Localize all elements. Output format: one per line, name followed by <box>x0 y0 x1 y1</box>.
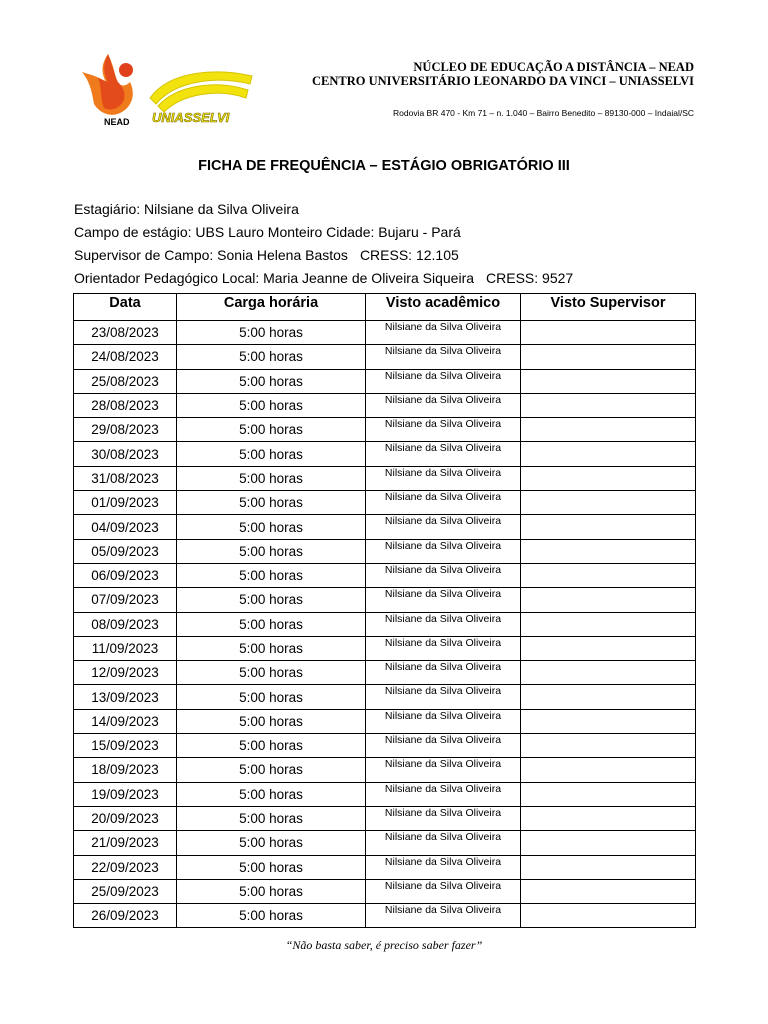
hours-cell: 5:00 horas <box>177 685 366 709</box>
visto-supervisor-cell <box>521 393 696 417</box>
table-row <box>74 879 696 903</box>
hours-cell: 5:00 horas <box>177 588 366 612</box>
visto-supervisor-cell <box>521 321 696 345</box>
hours-cell: 5:00 horas <box>177 563 366 587</box>
visto-academico-cell: Nilsiane da Silva Oliveira <box>366 442 521 466</box>
date-cell: 25/08/2023 <box>74 369 177 393</box>
visto-supervisor-cell <box>521 345 696 369</box>
date-cell: 18/09/2023 <box>74 758 177 782</box>
info-supervisor-line <box>74 247 459 263</box>
visto-supervisor-cell <box>521 685 696 709</box>
date-cell: 21/09/2023 <box>74 831 177 855</box>
hours-cell: 5:00 horas <box>177 393 366 417</box>
hours-cell: 5:00 horas <box>177 491 366 515</box>
visto-academico-cell: Nilsiane da Silva Oliveira <box>366 806 521 830</box>
info-campo: Campo de estágio: UBS Lauro Monteiro Cidade: Bujaru - Pará <box>74 224 461 240</box>
visto-supervisor-cell <box>521 904 696 928</box>
table-row <box>74 515 696 539</box>
table-row <box>74 588 696 612</box>
table-row <box>74 831 696 855</box>
visto-academico-cell: Nilsiane da Silva Oliveira <box>366 879 521 903</box>
visto-academico-cell: Nilsiane da Silva Oliveira <box>366 831 521 855</box>
visto-academico-cell: Nilsiane da Silva Oliveira <box>366 345 521 369</box>
table-row <box>74 442 696 466</box>
table-row <box>74 758 696 782</box>
visto-academico-cell: Nilsiane da Silva Oliveira <box>366 661 521 685</box>
visto-academico-cell: Nilsiane da Silva Oliveira <box>366 491 521 515</box>
info-orientador-line <box>74 270 573 286</box>
hours-cell: 5:00 horas <box>177 636 366 660</box>
info-estagiario: Estagiário: Nilsiane da Silva Oliveira <box>74 201 299 217</box>
visto-supervisor-cell <box>521 418 696 442</box>
visto-supervisor-cell <box>521 588 696 612</box>
hours-cell: 5:00 horas <box>177 855 366 879</box>
date-cell: 14/09/2023 <box>74 709 177 733</box>
hours-cell: 5:00 horas <box>177 709 366 733</box>
date-cell: 05/09/2023 <box>74 539 177 563</box>
document-title: FICHA DE FREQUÊNCIA – ESTÁGIO OBRIGATÓRIO III <box>198 158 570 174</box>
date-cell: 07/09/2023 <box>74 588 177 612</box>
visto-academico-cell: Nilsiane da Silva Oliveira <box>366 904 521 928</box>
table-row <box>74 466 696 490</box>
uniasselvi-logo-text: UNIASSELVI <box>152 110 230 125</box>
table-row <box>74 418 696 442</box>
visto-supervisor-cell <box>521 709 696 733</box>
visto-supervisor-cell <box>521 612 696 636</box>
visto-academico-cell: Nilsiane da Silva Oliveira <box>366 321 521 345</box>
hours-cell: 5:00 horas <box>177 466 366 490</box>
header-uniasselvi: CENTRO UNIVERSITÁRIO LEONARDO DA VINCI – UNIASSELVI <box>311 74 694 88</box>
visto-supervisor-cell <box>521 442 696 466</box>
header-visto-supervisor: Visto Supervisor <box>521 294 696 321</box>
visto-academico-cell: Nilsiane da Silva Oliveira <box>366 685 521 709</box>
hours-cell: 5:00 horas <box>177 879 366 903</box>
date-cell: 22/09/2023 <box>74 855 177 879</box>
hours-cell: 5:00 horas <box>177 418 366 442</box>
header-data: Data <box>74 294 177 321</box>
visto-academico-cell: Nilsiane da Silva Oliveira <box>366 709 521 733</box>
hours-cell: 5:00 horas <box>177 612 366 636</box>
visto-academico-cell: Nilsiane da Silva Oliveira <box>366 588 521 612</box>
visto-academico-cell: Nilsiane da Silva Oliveira <box>366 539 521 563</box>
date-cell: 26/09/2023 <box>74 904 177 928</box>
date-cell: 30/08/2023 <box>74 442 177 466</box>
header-address: Rodovia BR 470 - Km 71 – n. 1.040 – Bairro Benedito – 89130-000 – Indaial/SC <box>393 108 694 118</box>
info-orientador-cress: CRESS: 9527 <box>486 270 574 286</box>
visto-academico-cell: Nilsiane da Silva Oliveira <box>366 515 521 539</box>
table-row <box>74 661 696 685</box>
hours-cell: 5:00 horas <box>177 515 366 539</box>
date-cell: 23/08/2023 <box>74 321 177 345</box>
visto-supervisor-cell <box>521 806 696 830</box>
visto-supervisor-cell <box>521 758 696 782</box>
visto-academico-cell: Nilsiane da Silva Oliveira <box>366 734 521 758</box>
table-row <box>74 709 696 733</box>
date-cell: 06/09/2023 <box>74 563 177 587</box>
table-row <box>74 612 696 636</box>
nead-logo <box>78 52 144 128</box>
header-carga-horaria: Carga horária <box>177 294 366 321</box>
table-row <box>74 855 696 879</box>
visto-academico-cell: Nilsiane da Silva Oliveira <box>366 782 521 806</box>
hours-cell: 5:00 horas <box>177 442 366 466</box>
info-orientador: Orientador Pedagógico Local: Maria Jeanne de Oliveira Siqueira <box>74 270 475 286</box>
table-row <box>74 904 696 928</box>
visto-supervisor-cell <box>521 782 696 806</box>
visto-supervisor-cell <box>521 855 696 879</box>
visto-supervisor-cell <box>521 734 696 758</box>
table-row <box>74 393 696 417</box>
visto-academico-cell: Nilsiane da Silva Oliveira <box>366 418 521 442</box>
date-cell: 12/09/2023 <box>74 661 177 685</box>
footer-motto: “Não basta saber, é preciso saber fazer” <box>285 938 483 952</box>
date-cell: 20/09/2023 <box>74 806 177 830</box>
visto-supervisor-cell <box>521 661 696 685</box>
hours-cell: 5:00 horas <box>177 831 366 855</box>
table-row <box>74 491 696 515</box>
hours-cell: 5:00 horas <box>177 734 366 758</box>
date-cell: 13/09/2023 <box>74 685 177 709</box>
info-supervisor-cress: CRESS: 12.105 <box>359 247 459 263</box>
date-cell: 04/09/2023 <box>74 515 177 539</box>
table-row <box>74 685 696 709</box>
date-cell: 08/09/2023 <box>74 612 177 636</box>
hours-cell: 5:00 horas <box>177 806 366 830</box>
header-nead: NÚCLEO DE EDUCAÇÃO A DISTÂNCIA – NEAD <box>413 60 694 74</box>
hours-cell: 5:00 horas <box>177 661 366 685</box>
table-row <box>74 636 696 660</box>
visto-academico-cell: Nilsiane da Silva Oliveira <box>366 636 521 660</box>
date-cell: 11/09/2023 <box>74 636 177 660</box>
visto-academico-cell: Nilsiane da Silva Oliveira <box>366 369 521 393</box>
visto-supervisor-cell <box>521 515 696 539</box>
hours-cell: 5:00 horas <box>177 345 366 369</box>
table-row <box>74 321 696 345</box>
visto-supervisor-cell <box>521 539 696 563</box>
nead-logo-text: NEAD <box>104 117 130 127</box>
visto-supervisor-cell <box>521 636 696 660</box>
table-row <box>74 369 696 393</box>
date-cell: 25/09/2023 <box>74 879 177 903</box>
info-supervisor: Supervisor de Campo: Sonia Helena Bastos <box>74 247 348 263</box>
date-cell: 01/09/2023 <box>74 491 177 515</box>
visto-supervisor-cell <box>521 563 696 587</box>
visto-academico-cell: Nilsiane da Silva Oliveira <box>366 466 521 490</box>
table-header-row <box>74 294 696 321</box>
hours-cell: 5:00 horas <box>177 539 366 563</box>
uniasselvi-logo <box>148 64 254 126</box>
table-row <box>74 539 696 563</box>
hours-cell: 5:00 horas <box>177 782 366 806</box>
date-cell: 24/08/2023 <box>74 345 177 369</box>
visto-academico-cell: Nilsiane da Silva Oliveira <box>366 612 521 636</box>
frequency-table <box>73 293 696 928</box>
visto-supervisor-cell <box>521 369 696 393</box>
visto-supervisor-cell <box>521 879 696 903</box>
table-row <box>74 563 696 587</box>
visto-academico-cell: Nilsiane da Silva Oliveira <box>366 758 521 782</box>
visto-academico-cell: Nilsiane da Silva Oliveira <box>366 855 521 879</box>
date-cell: 31/08/2023 <box>74 466 177 490</box>
table-row <box>74 734 696 758</box>
date-cell: 29/08/2023 <box>74 418 177 442</box>
date-cell: 15/09/2023 <box>74 734 177 758</box>
visto-academico-cell: Nilsiane da Silva Oliveira <box>366 563 521 587</box>
date-cell: 28/08/2023 <box>74 393 177 417</box>
date-cell: 19/09/2023 <box>74 782 177 806</box>
visto-supervisor-cell <box>521 831 696 855</box>
hours-cell: 5:00 horas <box>177 758 366 782</box>
hours-cell: 5:00 horas <box>177 904 366 928</box>
table-row <box>74 806 696 830</box>
hours-cell: 5:00 horas <box>177 321 366 345</box>
visto-academico-cell: Nilsiane da Silva Oliveira <box>366 393 521 417</box>
visto-supervisor-cell <box>521 466 696 490</box>
hours-cell: 5:00 horas <box>177 369 366 393</box>
table-row <box>74 345 696 369</box>
header-visto-academico: Visto acadêmico <box>366 294 521 321</box>
visto-supervisor-cell <box>521 491 696 515</box>
table-row <box>74 782 696 806</box>
